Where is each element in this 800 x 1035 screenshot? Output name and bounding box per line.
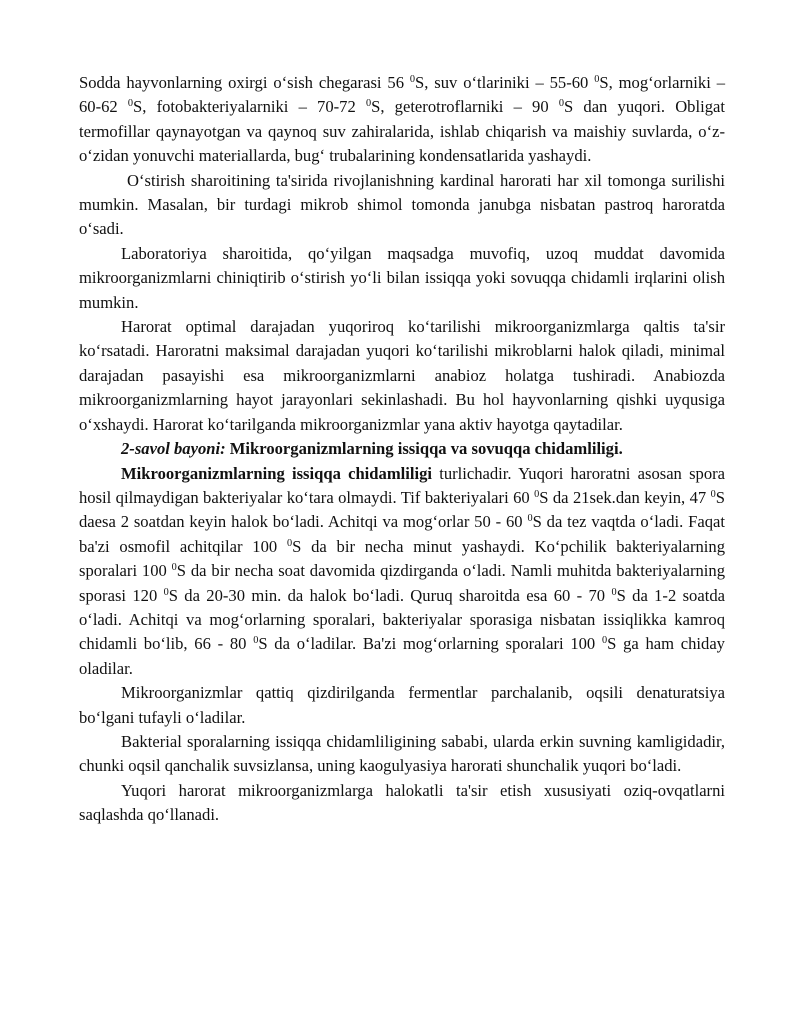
degree-superscript: 0: [534, 488, 540, 500]
paragraph-5: [79, 462, 725, 682]
degree-superscript: 0: [601, 635, 608, 647]
paragraph-text: S, geterotroflarniki – 90: [371, 97, 559, 117]
degree-superscript: 0: [527, 513, 533, 525]
paragraph-1: [79, 71, 725, 169]
degree-superscript: 0: [710, 488, 716, 500]
paragraph-text: S, mog‘orlarniki – 60-62: [79, 73, 726, 117]
degree-superscript: 0: [253, 635, 259, 647]
paragraph-text: S dan yuqori. Obligat termofillar qaynayotgan va qaynoq suv zahiralarida, ishlab chiqarish va maishiy suvlarda, o‘z-o‘zidan yonuvchi materiallarda, bug‘ trubalarining kondensatlarida yashaydi.: [79, 97, 725, 166]
paragraph-4: Harorat optimal darajadan yuqoriroq ko‘tarilishi mikroorganizmlarga qaltis ta'sir ko‘rsatadi. Haroratni maksimal darajadan yuqori ko‘tarilishi mikroblarni halok qiladi, minimal darajadan pasayishi esa mikroorganizmlarni anabioz holatga tushiradi. Anabiozda mikroorganizmlarning hayot jarayonlari sekinlashadi. Bu hol hayvonlarning qishki uyqusiga o‘xshaydi. Harorat ko‘tarilganda mikroorganizmlar yana aktiv hayotga qaytadilar.: [79, 317, 725, 434]
degree-superscript: 0: [594, 73, 600, 85]
section-heading: [79, 437, 725, 461]
paragraph-text: S, fotobakteriyalarniki – 70-72: [133, 97, 366, 117]
paragraph-3: Laboratoriya sharoitida, qo‘yilgan maqsadga muvofiq, uzoq muddat davomida mikroorganizmlarni chiniqtirib o‘stirish yo‘li bilan issiqqa yoki sovuqqa chidamli irqlarini olish mumkin.: [79, 243, 725, 312]
degree-superscript: 0: [163, 586, 169, 598]
document-body: [79, 71, 725, 828]
degree-superscript: 0: [558, 98, 564, 110]
degree-superscript: 0: [171, 562, 177, 574]
paragraph-7: Bakterial sporalarning issiqqa chidamliligining sababi, ularda erkin suvning kamligidadir, chunki oqsil qanchalik suvsizlansa, uning kaogulyasiya harorati shunchalik yuqori bo‘ladi.: [79, 731, 725, 776]
paragraph-text: turlichadir. Yuqori haroratni asosan spora hosil qilmaydigan bakteriyalar ko‘tara olmaydi. Tif bakteriyalari 60: [79, 463, 726, 507]
paragraph-text: S ga ham chiday oladilar.: [79, 634, 725, 678]
paragraph-text: S daesa 2 soatdan keyin halok bo‘ladi. Achitqi va mog‘orlar 50 - 60: [79, 487, 726, 532]
paragraph-text: S da bir necha minut yashaydi. Ko‘pchilik bakteriyalarning sporalari 100: [79, 536, 725, 581]
degree-superscript: 0: [611, 586, 617, 598]
paragraph-text: S da 20-30 min. da halok bo‘ladi. Quruq sharoitda esa 60 - 70: [168, 585, 612, 605]
heading-label: 2-savol bayoni:: [121, 439, 226, 459]
heading-title: Mikroorganizmlarning issiqqa va sovuqqa chidamliligi.: [225, 439, 623, 459]
paragraph-2: O‘stirish sharoitining ta'sirida rivojlanishning kardinal harorati har xil tomonga surilishi mumkin. Masalan, bir turdagi mikrob shimol tomonda janubga nisbatan pastroq haroratda o‘sadi.: [79, 170, 725, 239]
paragraph-text: S da 1-2 soatda o‘ladi. Achitqi va mog‘orlarning sporalari, bakteriyalar sporasiga nisbatan issiqlikka kamroq chidamli bo‘lib, 66 - 80: [79, 585, 725, 654]
paragraph-text: S da bir necha soat davomida qizdirganda o‘ladi. Namli muhitda bakteriyalarning sporasi 120: [79, 561, 725, 605]
paragraph-text: S da tez vaqtda o‘ladi. Faqat ba'zi osmofil achitqilar 100: [79, 512, 725, 556]
paragraph-text: S da 21sek.dan keyin, 47: [539, 487, 711, 507]
term-bold: Mikroorganizmlarning issiqqa chidamliligi: [121, 463, 432, 483]
degree-superscript: 0: [409, 73, 416, 85]
degree-superscript: 0: [286, 537, 293, 549]
degree-superscript: 0: [365, 98, 372, 110]
paragraph-8: Yuqori harorat mikroorganizmlarga halokatli ta'sir etish xususiyati oziq-ovqatlarni saqlashda qo‘llanadi.: [79, 780, 725, 825]
degree-superscript: 0: [127, 98, 134, 110]
paragraph-text: S, suv o‘tlariniki – 55-60: [415, 73, 595, 92]
paragraph-text: S da o‘ladilar. Ba'zi mog‘orlarning sporalari 100: [258, 634, 602, 654]
paragraph-text: Sodda hayvonlarning oxirgi o‘sish chegarasi 56: [79, 73, 410, 92]
paragraph-6: Mikroorganizmlar qattiq qizdirilganda fermentlar parchalanib, oqsili denaturatsiya bo‘lgani tufayli o‘ladilar.: [79, 683, 725, 727]
